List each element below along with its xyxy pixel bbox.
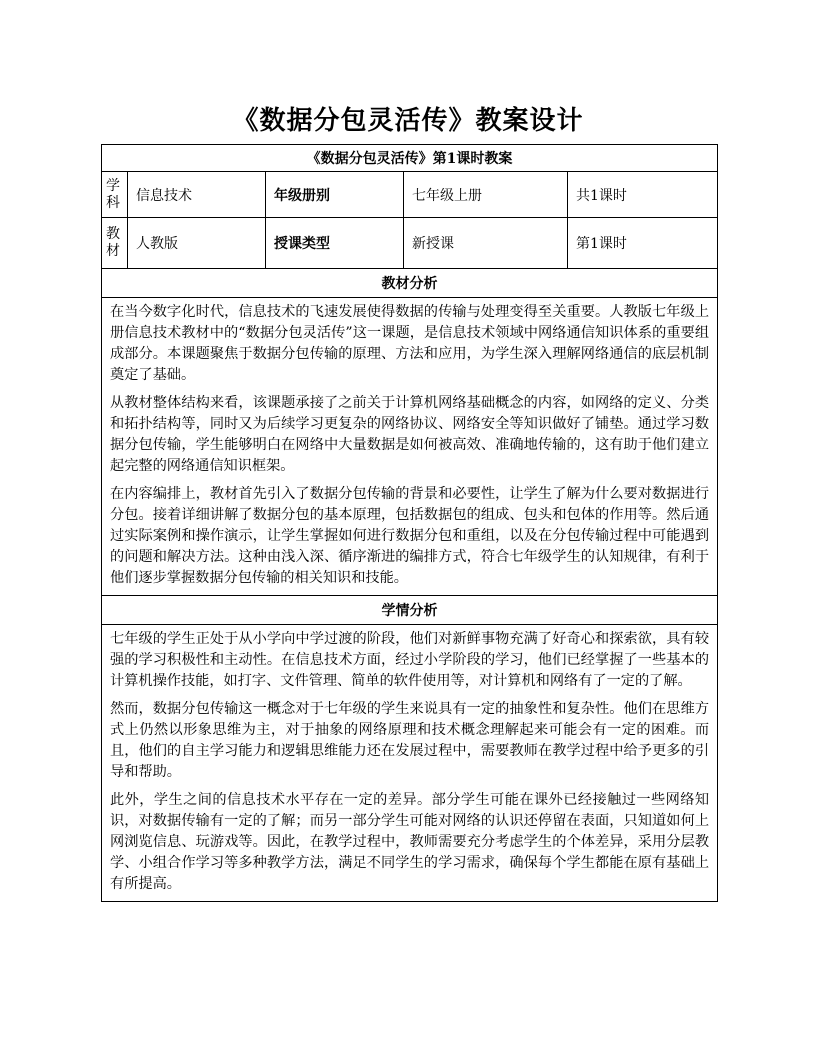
table-caption: 《数据分包灵活传》第1课时教案 [102,145,718,172]
textbook-analysis-body [102,298,718,596]
lesson-number: 第1课时 [568,218,718,269]
grade-value: 七年级上册 [404,172,568,218]
total-hours: 共1课时 [568,172,718,218]
paragraph: 七年级的学生正处于从小学向中学过渡的阶段，他们对新鲜事物充满了好奇心和探索欲，具有较强的学习积极性和主动性。在信息技术方面，经过小学阶段的学习，他们已经掌握了一些基本的计算机操作技能，如打字、文件管理、简单的软件使用等，对计算机和网络有了一定的了解。 [110,631,710,689]
learner-analysis-heading: 学情分析 [102,596,718,625]
textbook-label-text: 教材 [106,226,120,259]
learner-analysis-body [102,625,718,902]
textbook-value: 人教版 [128,218,266,269]
lesson-type-value: 新授课 [404,218,568,269]
grade-label: 年级册别 [266,172,404,218]
table-row [102,172,718,218]
paragraph: 在内容编排上，教材首先引入了数据分包传输的背景和必要性，让学生了解为什么要对数据进行分包。接着详细讲解了数据分包的基本原理，包括数据包的组成、包头和包体的作用等。然后通过实际案例和操作演示，让学生掌握如何进行数据分包和重组，以及在分包传输过程中可能遇到的问题和解决方法。这种由浅入深、循序渐进的编排方式，符合七年级学生的认知规律，有利于他们逐步掌握数据分包传输的相关知识和技能。 [110,486,710,586]
subject-value: 信息技术 [128,172,266,218]
table-row [102,218,718,269]
paragraph: 在当今数字化时代，信息技术的飞速发展使得数据的传输与处理变得至关重要。人教版七年级上册信息技术教材中的“数据分包灵活传”这一课题，是信息技术领域中网络通信知识体系的重要组成部分。本课题聚焦于数据分包传输的原理、方法和应用，为学生深入理解网络通信的底层机制奠定了基础。 [110,304,710,383]
lesson-plan-table [101,144,718,902]
document-title: 《数据分包灵活传》教案设计 [232,106,584,136]
paragraph: 此外，学生之间的信息技术水平存在一定的差异。部分学生可能在课外已经接触过一些网络知识，对数据传输有一定的了解；而另一部分学生可能对网络的认识还停留在表面，只知道如何上网浏览信息、玩游戏等。因此，在教学过程中，教师需要充分考虑学生的个体差异，采用分层教学、小组合作学习等多种教学方法，满足不同学生的学习需求，确保每个学生都能在原有基础上有所提高。 [110,792,710,892]
textbook-analysis-heading: 教材分析 [102,269,718,298]
paragraph: 从教材整体结构来看，该课题承接了之前关于计算机网络基础概念的内容，如网络的定义、分类和拓扑结构等，同时又为后续学习更复杂的网络协议、网络安全等知识做好了铺垫。通过学习数据分包传输，学生能够明白在网络中大量数据是如何被高效、准确地传输的，这有助于他们建立起完整的网络通信知识框架。 [110,395,710,474]
subject-label [102,172,128,218]
textbook-label [102,218,128,269]
paragraph: 然而，数据分包传输这一概念对于七年级的学生来说具有一定的抽象性和复杂性。他们在思维方式上仍然以形象思维为主，对于抽象的网络原理和技术概念理解起来可能会有一定的困难。而且，他们的自主学习能力和逻辑思维能力还在发展过程中，需要教师在教学过程中给予更多的引导和帮助。 [110,701,710,780]
lesson-type-label: 授课类型 [266,218,404,269]
subject-label-text: 学科 [106,177,120,211]
